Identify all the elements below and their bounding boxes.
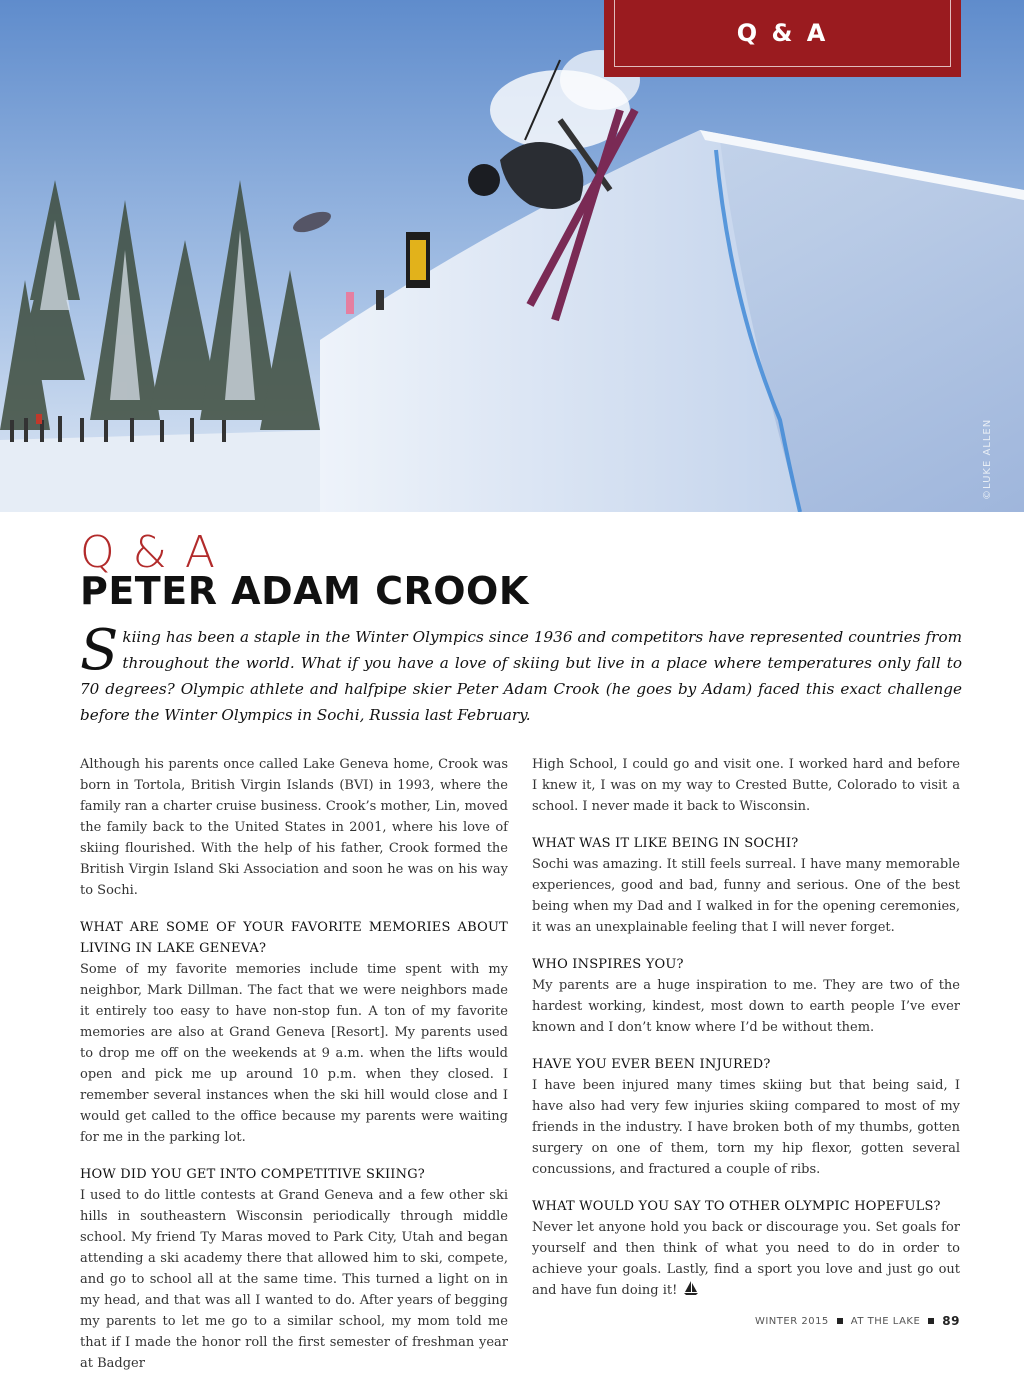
photo-credit: ©LUKE ALLEN — [982, 418, 993, 500]
final-answer-text: Never let anyone hold you back or discourage you. Set goals for yourself and then think of what you need to do in order to achieve your goals. Lastly, find a sport you love and just go out and have fun doing it! — [532, 1220, 960, 1298]
article-column-right — [532, 754, 960, 1303]
article-column-left — [80, 754, 508, 1374]
question-heading: WHAT WOULD YOU SAY TO OTHER OLYMPIC HOPEFULS? — [532, 1199, 941, 1214]
page-number: 89 — [942, 1314, 960, 1328]
answer-paragraph: Sochi was amazing. It still feels surreal. I have many memorable experiences, good and bad, funny and serious. One of the best being when my Dad and I walked in for the opening ceremonies, it was an unexplainable feeling that I will never forget. — [532, 857, 960, 935]
answer-paragraph: My parents are a huge inspiration to me. They are two of the hardest working, kindest, most down to earth people I’ve ever known and I don’t know where I’d be without them. — [532, 978, 960, 1035]
question-heading: HAVE YOU EVER BEEN INJURED? — [532, 1057, 771, 1072]
answer-paragraph: Some of my favorite memories include time spent with my neighbor, Mark Dillman. The fact that we were neighbors made it entirely too easy to have non-stop fun. A ton of my favorite memories are also at Grand Geneva [Resort]. My parents used to drop me off on the weekends at 9 a.m. when the lifts would open and pick me up around 10 p.m. when they closed. I remember several instances when the ski hill would close and I would get called to the office because my parents were waiting for me in the parking lot. — [80, 962, 508, 1145]
question-heading: WHAT WAS IT LIKE BEING IN SOCHI? — [532, 836, 799, 851]
question-heading: WHO INSPIRES YOU? — [532, 957, 684, 972]
question-heading: WHAT ARE SOME OF YOUR FAVORITE MEMORIES ABOUT LIVING IN LAKE GENEVA? — [80, 920, 508, 956]
intro-text: kiing has been a staple in the Winter Olympics since 1936 and competitors have represented countries from throughout the world. What if you have a love of skiing but live in a place where temperatures only fall to 70 degrees? Olympic athlete and halfpipe skier Peter Adam Crook (he goes by Adam) faced this exact challenge before the Winter Olympics in Sochi, Russia last February. — [80, 628, 962, 724]
separator-square-icon — [928, 1318, 934, 1324]
magazine-name: AT THE LAKE — [850, 1315, 921, 1327]
answer-paragraph: I have been injured many times skiing but that being said, I have also had very few injuries skiing compared to most of my friends in the industry. I have broken both of my thumbs, gotten surgery on one of them, torn my hip flexor, gotten several concussions, and fractured a couple of ribs. — [532, 1078, 960, 1177]
article-headline: PETER ADAM CROOK — [80, 569, 529, 613]
separator-square-icon — [837, 1318, 843, 1324]
drop-cap: S — [80, 618, 119, 683]
question-heading: HOW DID YOU GET INTO COMPETITIVE SKIING? — [80, 1167, 425, 1182]
opening-paragraph: Although his parents once called Lake Geneva home, Crook was born in Tortola, British Virgin Islands (BVI) in 1993, where the family ran a charter cruise business. Crook’s mother, Lin, moved the family back to the United States in 2001, where his love of skiing flourished. With the help of his father, Crook formed the British Virgin Island Ski Association and soon he was on his way to Sochi. — [80, 757, 508, 898]
page-footer — [755, 1314, 960, 1328]
sailboat-icon — [683, 1280, 699, 1303]
section-tab-label: Q & A — [614, 0, 951, 67]
article-intro — [80, 618, 962, 728]
article-kicker: Q & A — [80, 527, 218, 578]
answer-paragraph — [532, 1217, 960, 1303]
answer-paragraph: I used to do little contests at Grand Geneva and a few other ski hills in southeastern Wisconsin periodically through middle school. My friend Ty Maras moved to Park City, Utah and began attending a ski academy there that allowed him to ski, compete, and go to school all at the same time. This turned a light on in my head, and that was all I wanted to do. After years of begging my parents to let me go to a similar school, my mom told me that if I made the honor roll the first semester of freshman year at Badger — [80, 1188, 508, 1371]
section-tab — [604, 0, 961, 77]
answer-paragraph: High School, I could go and visit one. I worked hard and before I knew it, I was on my way to Crested Butte, Colorado to visit a school. I never made it back to Wisconsin. — [532, 757, 960, 814]
issue-date: WINTER 2015 — [754, 1315, 829, 1327]
